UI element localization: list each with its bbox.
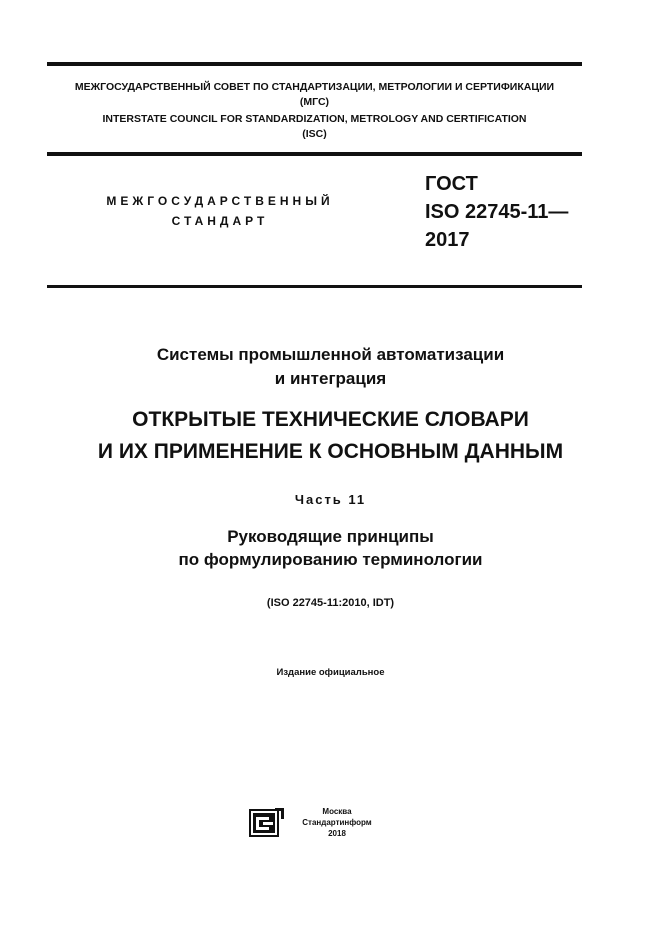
general-title-line2: и интеграция — [274, 369, 387, 388]
designation-line1: ГОСТ — [425, 173, 478, 195]
part-title-line2: по формулированию терминологии — [178, 550, 483, 569]
council-en-abbr: (ISC) — [302, 128, 327, 140]
header-rule — [47, 152, 582, 156]
standard-type-line2: СТАНДАРТ — [171, 214, 269, 228]
top-rule — [47, 62, 582, 66]
designation-line3: 2017 — [425, 229, 470, 251]
general-title-line1: Системы промышленной автоматизации — [156, 345, 505, 364]
general-title — [40, 343, 621, 391]
main-title — [30, 404, 631, 468]
standard-type — [90, 191, 350, 231]
standartinform-logo-icon — [249, 807, 285, 837]
main-title-line2: И ИХ ПРИМЕНЕНИЕ К ОСНОВНЫМ ДАННЫМ — [97, 440, 564, 463]
council-ru — [47, 80, 582, 110]
standard-type-line1: МЕЖГОСУДАРСТВЕННЫЙ — [106, 194, 334, 208]
main-title-line1: ОТКРЫТЫЕ ТЕХНИЧЕСКИЕ СЛОВАРИ — [132, 408, 529, 431]
designation-line2: ISO 22745-11— — [425, 201, 569, 223]
standard-designation — [425, 170, 568, 254]
edition-note: Издание официальное — [276, 667, 385, 678]
publisher-info — [292, 806, 382, 839]
publisher-year: 2018 — [328, 829, 346, 838]
part-title — [40, 525, 621, 571]
part-number: Часть 11 — [294, 492, 367, 507]
council-en-name: INTERSTATE COUNCIL FOR STANDARDIZATION, METROLOGY AND CERTIFICATION — [102, 113, 527, 125]
publisher-city: Москва — [322, 807, 352, 816]
council-ru-name: МЕЖГОСУДАРСТВЕННЫЙ СОВЕТ ПО СТАНДАРТИЗАЦИИ, МЕТРОЛОГИИ И СЕРТИФИКАЦИИ — [74, 81, 555, 93]
publisher-name: Стандартинформ — [302, 818, 372, 827]
title-rule — [47, 285, 582, 288]
council-en — [47, 112, 582, 142]
council-ru-abbr: (МГС) — [299, 96, 330, 108]
iso-reference: (ISO 22745-11:2010, IDT) — [266, 597, 395, 609]
part-title-line1: Руководящие принципы — [227, 527, 434, 546]
